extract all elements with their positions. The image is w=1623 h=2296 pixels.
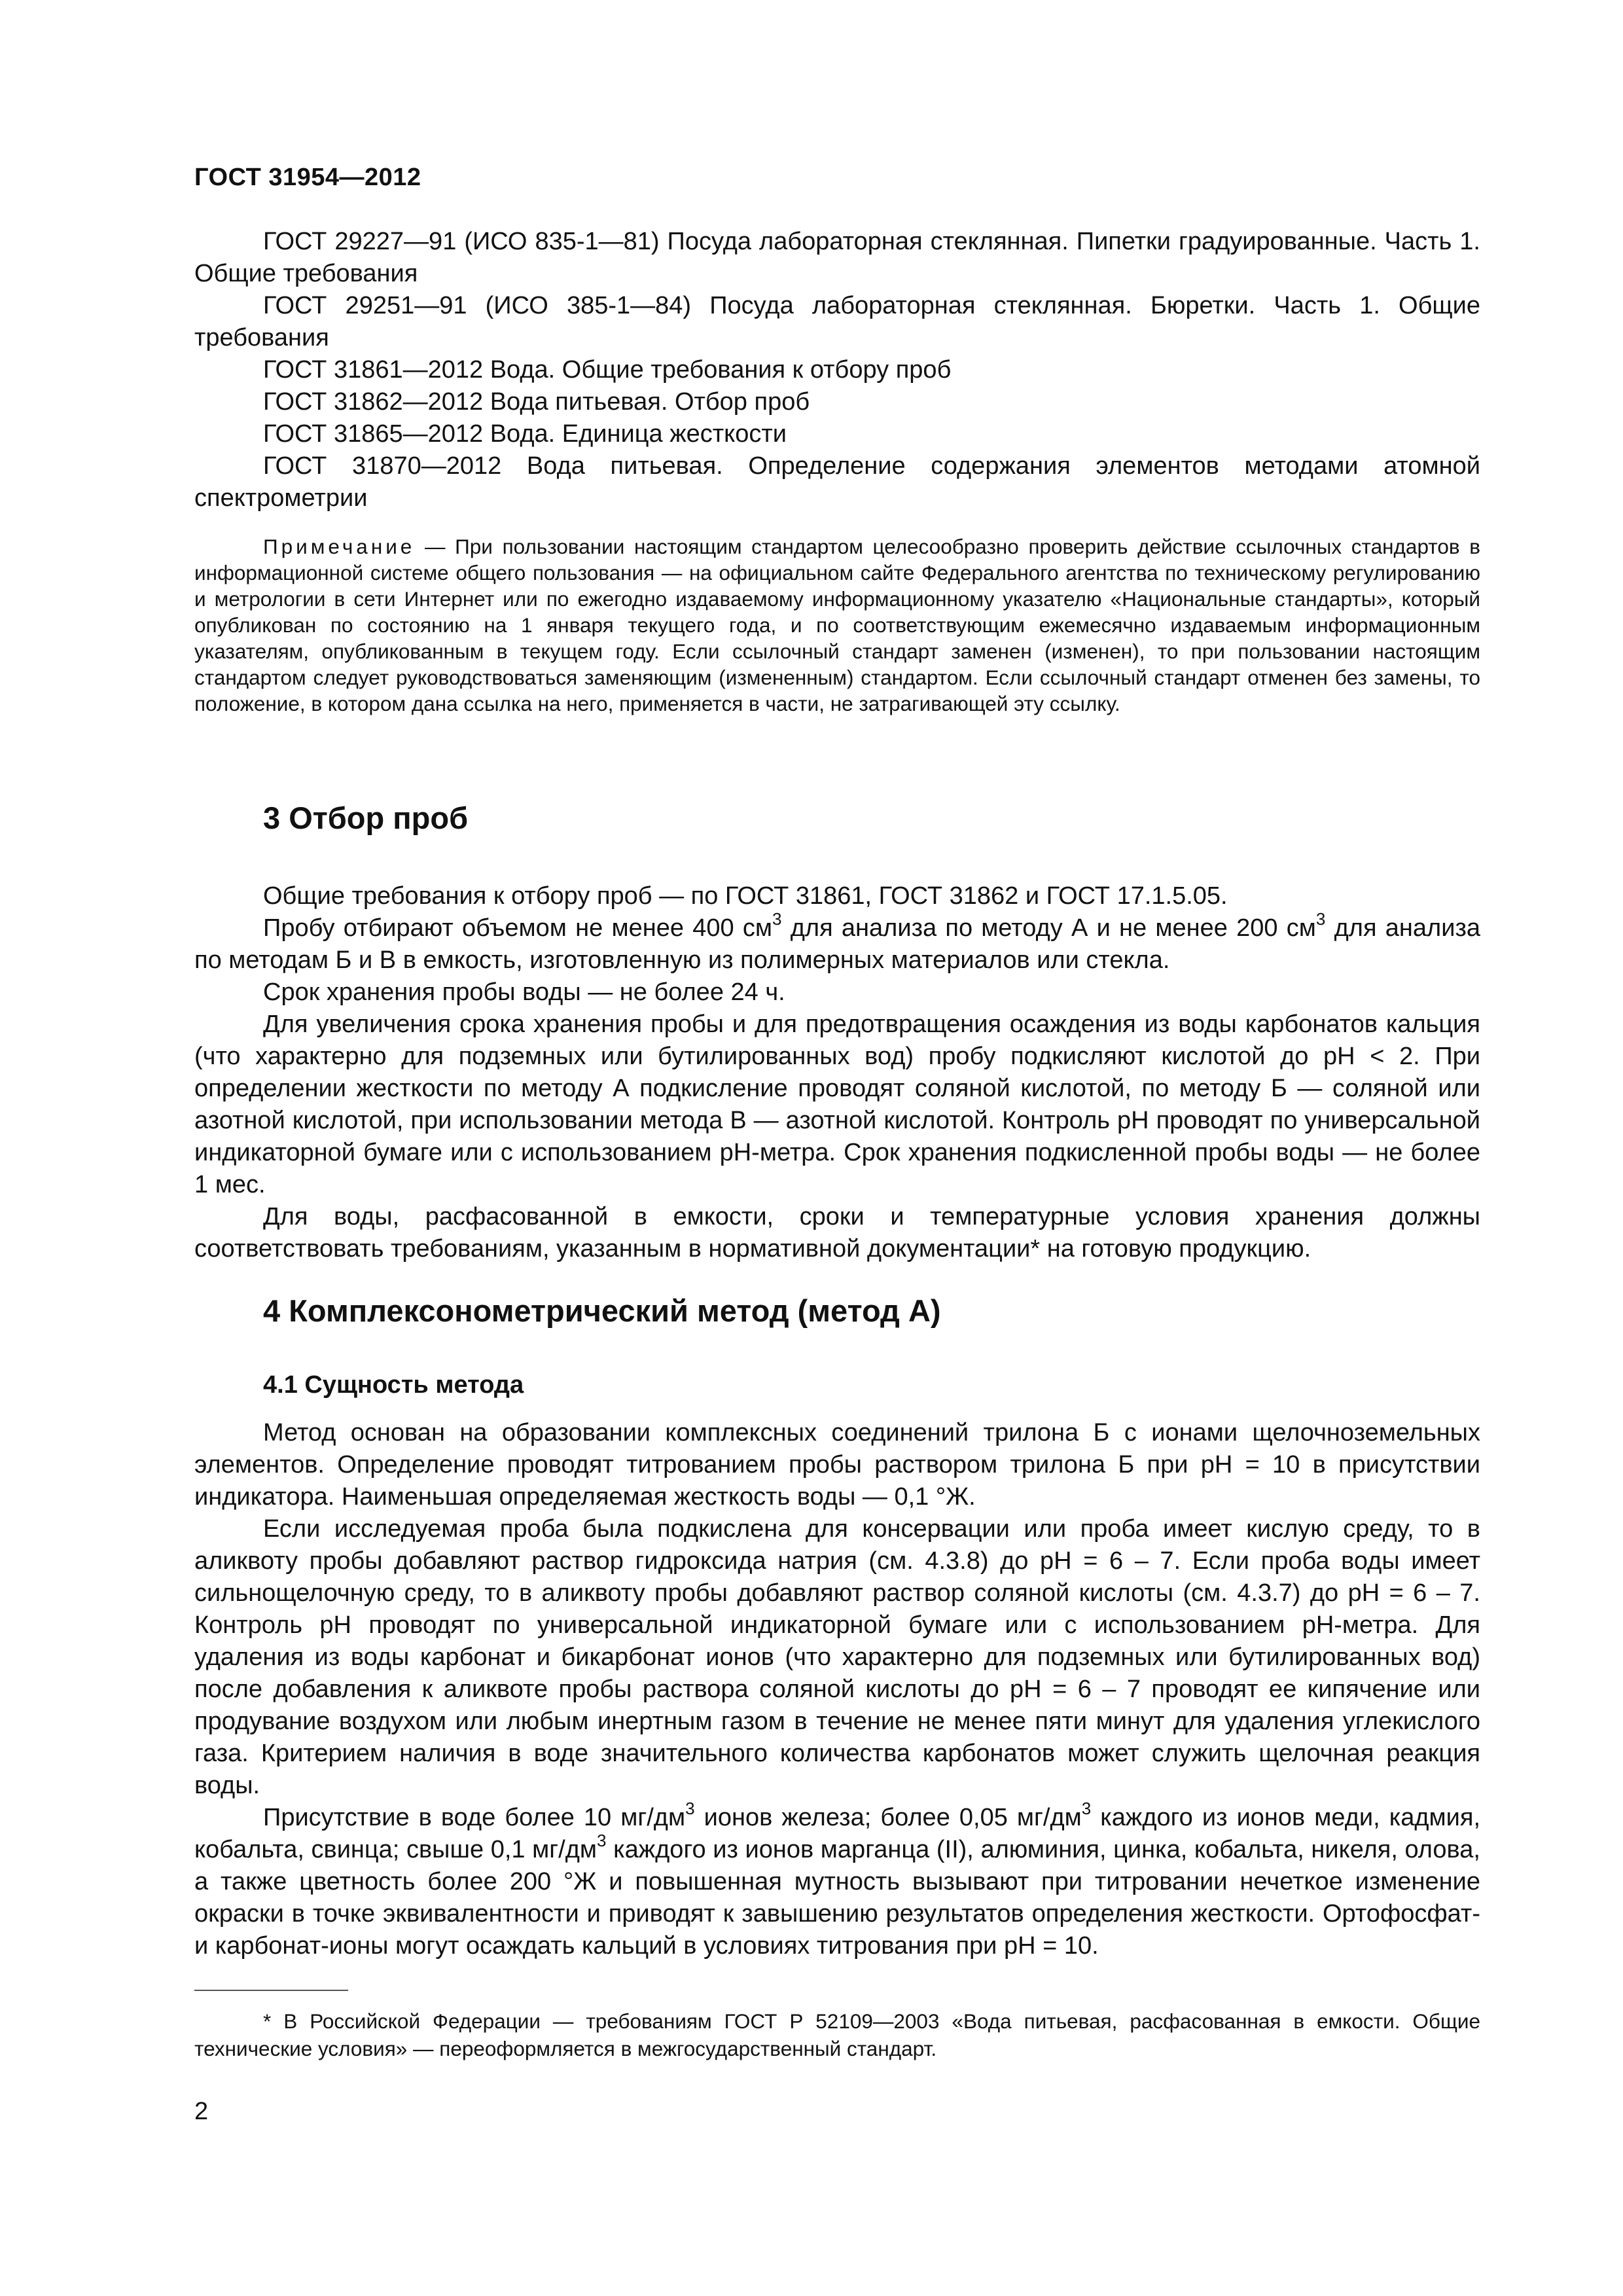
- footnote-divider: [194, 1990, 348, 1991]
- footnote: * В Российской Федерации — требованиям ГОСТ Р 52109—2003 «Вода питьевая, расфасованная в емкости. Общие технические условия» — переоформляется в межгосударственный стандарт.: [194, 2009, 1480, 2060]
- paragraph: Если исследуемая проба была подкислена для консервации или проба имеет кислую среду, то в аликвоту пробы добавляют раствор гидроксида натрия (см. 4.3.8) до рН = 6 – 7. Если проба воды имеет сильнощелочную среду, то в аликвоту пробы добавляют раствор соляной кислоты (см. 4.3.7) до рН = 6 – 7. Контроль рН проводят по универсальной индикаторной бумаге или с использованием рН-метра. Для удаления из воды карбонат и бикарбонат ионов (что характерно для подземных или бутилированных вод) после добавления к аликвоте пробы раствора соляной кислоты до рН = 6 – 7 проводят ее кипячение или продувание воздухом или любым инертным газом в течение не менее пяти минут для удаления углекислого газа. Критерием наличия в воде значительного количества карбонатов может служить щелочная реакция воды.: [194, 1515, 1480, 1799]
- reference-item: ГОСТ 29251—91 (ИСО 385-1—84) Посуда лабораторная стеклянная. Бюретки. Часть 1. Общие требования: [194, 292, 1480, 351]
- paragraph: Пробу отбирают объемом не менее 400 $см^3$ для анализа по методу А и не менее 200 $см^3$ для анализа по методам Б и В в емкость, изготовленную из полимерных материалов или стекла.: [194, 909, 1480, 974]
- document-header: ГОСТ 31954—2012: [194, 164, 421, 191]
- section-3-body: [194, 880, 1480, 1265]
- reference-item: ГОСТ 31862—2012 Вода питьевая. Отбор проб: [263, 388, 810, 416]
- paragraph: Метод основан на образовании комплексных соединений трилона Б с ионами щелочноземельных элементов. Определение проводят титрованием пробы раствором трилона Б при рН = 10 в присутствии индикатора. Наименьшая определяемая жесткость воды — 0,1 °Ж.: [194, 1419, 1480, 1511]
- reference-item: ГОСТ 31861—2012 Вода. Общие требования к отбору проб: [263, 356, 952, 384]
- paragraph: Срок хранения пробы воды — не более 24 ч.: [263, 978, 785, 1006]
- paragraph: Общие требования к отбору проб — по ГОСТ 31861, ГОСТ 31862 и ГОСТ 17.1.5.05.: [263, 882, 1228, 910]
- note-label: Примечание: [263, 535, 416, 558]
- paragraph: Для увеличения срока хранения пробы и для предотвращения осаждения из воды карбонатов кальция (что характерно для подземных или бутилированных вод) пробу подкисляют кислотой до рН < 2. При определении жесткости по методу А подкисление проводят соляной кислотой, по методу Б — соляной или азотной кислотой, при использовании метода В — азотной кислотой. Контроль рН проводят по универсальной индикаторной бумаге или с использованием рН-метра. Срок хранения подкисленной пробы воды — не более 1 мес.: [194, 1011, 1480, 1198]
- paragraph: Для воды, расфасованной в емкости, сроки и температурные условия хранения должны соответствовать требованиям, указанным в нормативной документации* на готовую продукцию.: [194, 1203, 1480, 1263]
- reference-item: ГОСТ 31870—2012 Вода питьевая. Определение содержания элементов методами атомной спектрометрии: [194, 452, 1480, 512]
- reference-item: ГОСТ 31865—2012 Вода. Единица жесткости: [263, 420, 787, 448]
- page-number: 2: [194, 2098, 209, 2125]
- paragraph: Присутствие в воде более 10 $мг/дм^3$ ионов железа; более 0,05 $мг/дм^3$ каждого из ионов меди, кадмия, кобальта, свинца; свыше 0,1 $мг/дм^3$ каждого из ионов марганца (II), алюминия, цинка, кобальта, никеля, олова, а также цветность более 200 °Ж и повышенная мутность вызывают при титровании нечеткое изменение окраски в точке эквивалентности и приводят к завышению результатов определения жесткости. Ортофосфат- и карбонат-ионы могут осаждать кальций в условиях титрования при рН = 10.: [194, 1799, 1480, 1960]
- normative-references-list: [194, 226, 1480, 514]
- section-4-title: 4 Комплексонометрический метод (метод А): [263, 1293, 941, 1328]
- note-block: [194, 533, 1480, 717]
- note-text: — При пользовании настоящим стандартом целесообразно проверить действие ссылочных стандартов в информационной системе общего пользования — на официальном сайте Федерального агентства по техническому регулированию и метрологии в сети Интернет или по ежегодно издаваемому информационному указателю «Национальные стандарты», который опубликован по состоянию на 1 января текущего года, и по соответствующим ежемесячно издаваемым информационным указателям, опубликованным в текущем году. Если ссылочный стандарт заменен (изменен), то при пользовании настоящим стандартом следует руководствоваться заменяющим (измененным) стандартом. Если ссылочный стандарт отменен без замены, то положение, в котором дана ссылка на него, применяется в части, не затрагивающей эту ссылку.: [194, 535, 1480, 715]
- section-4-body: [194, 1417, 1480, 1962]
- reference-item: ГОСТ 29227—91 (ИСО 835-1—81) Посуда лабораторная стеклянная. Пипетки градуированные. Часть 1. Общие требования: [194, 228, 1480, 287]
- subsection-4-1-title: 4.1 Сущность метода: [263, 1371, 524, 1399]
- section-3-title: 3 Отбор проб: [263, 800, 469, 835]
